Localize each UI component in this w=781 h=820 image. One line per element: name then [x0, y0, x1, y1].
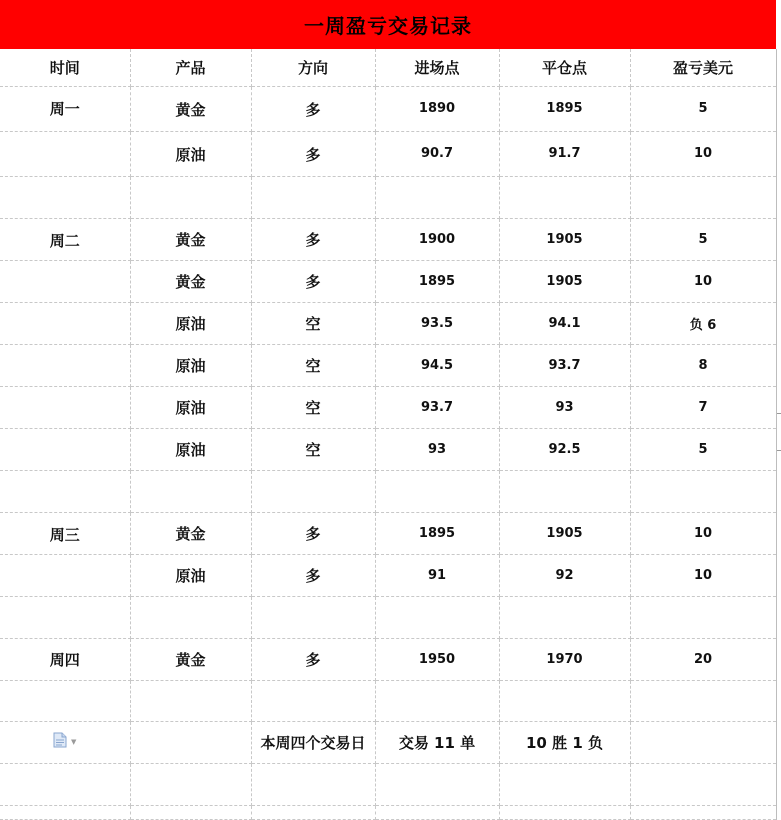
exit-cell[interactable]: 1895: [499, 86, 630, 131]
entry-cell[interactable]: 1890: [375, 86, 499, 131]
empty-cell[interactable]: [499, 763, 630, 805]
direction-cell[interactable]: 多: [251, 512, 375, 554]
table-row: [0, 763, 776, 805]
exit-cell[interactable]: 91.7: [499, 131, 630, 176]
table-row: [0, 428, 776, 470]
direction-cell[interactable]: 空: [251, 386, 375, 428]
pnl-cell[interactable]: [630, 596, 776, 638]
pnl-cell[interactable]: 10: [630, 131, 776, 176]
direction-cell[interactable]: [251, 596, 375, 638]
summary-win-loss[interactable]: 10 胜 1 负: [499, 721, 630, 763]
table-row: [0, 176, 776, 218]
direction-cell[interactable]: [251, 176, 375, 218]
product-cell[interactable]: 黄金: [130, 638, 251, 680]
empty-cell[interactable]: [130, 763, 251, 805]
pnl-cell[interactable]: 5: [630, 86, 776, 131]
table-row: [0, 260, 776, 302]
table-row: [0, 512, 776, 554]
summary-pnl-cell[interactable]: [630, 721, 776, 763]
edge-tick: [777, 450, 781, 451]
product-cell[interactable]: 原油: [130, 344, 251, 386]
entry-cell[interactable]: 94.5: [375, 344, 499, 386]
exit-cell[interactable]: [499, 596, 630, 638]
day-cell[interactable]: [0, 131, 130, 176]
header-time: 时间: [0, 49, 130, 86]
empty-cell[interactable]: [630, 763, 776, 805]
day-cell[interactable]: [0, 260, 130, 302]
day-cell[interactable]: [0, 470, 130, 512]
day-cell[interactable]: [0, 428, 130, 470]
table-row: [0, 554, 776, 596]
paste-options-cell[interactable]: [0, 721, 130, 763]
product-cell[interactable]: 黄金: [130, 260, 251, 302]
table-row: [0, 386, 776, 428]
pnl-cell[interactable]: [630, 680, 776, 721]
day-cell[interactable]: 周四: [0, 638, 130, 680]
edge-tick: [777, 413, 781, 414]
product-cell[interactable]: 原油: [130, 428, 251, 470]
table-row: [0, 302, 776, 344]
entry-cell[interactable]: [375, 596, 499, 638]
day-cell[interactable]: [0, 680, 130, 721]
direction-cell[interactable]: [251, 680, 375, 721]
exit-cell[interactable]: 93: [499, 386, 630, 428]
table-row: [0, 86, 776, 131]
header-direction: 方向: [251, 49, 375, 86]
table-row: [0, 680, 776, 721]
summary-trade-count[interactable]: 交易 11 单: [375, 721, 499, 763]
direction-cell[interactable]: [251, 470, 375, 512]
product-cell[interactable]: 原油: [130, 386, 251, 428]
exit-cell[interactable]: 1905: [499, 512, 630, 554]
empty-cell[interactable]: [375, 805, 499, 819]
exit-cell[interactable]: 1905: [499, 218, 630, 260]
direction-cell[interactable]: 多: [251, 638, 375, 680]
exit-cell[interactable]: 93.7: [499, 344, 630, 386]
empty-cell[interactable]: [251, 763, 375, 805]
direction-cell[interactable]: 多: [251, 131, 375, 176]
entry-cell[interactable]: 1895: [375, 260, 499, 302]
empty-cell[interactable]: [251, 805, 375, 819]
trade-table: [0, 49, 777, 820]
product-cell[interactable]: 黄金: [130, 218, 251, 260]
day-cell[interactable]: 周一: [0, 86, 130, 131]
entry-cell[interactable]: 93.5: [375, 302, 499, 344]
table-row: [0, 344, 776, 386]
exit-cell[interactable]: [499, 470, 630, 512]
exit-cell[interactable]: 1970: [499, 638, 630, 680]
direction-cell[interactable]: 空: [251, 344, 375, 386]
summary-empty-cell[interactable]: [130, 721, 251, 763]
summary-trading-days[interactable]: 本周四个交易日: [251, 721, 375, 763]
entry-cell[interactable]: [375, 470, 499, 512]
table-row: [0, 470, 776, 512]
document-icon[interactable]: [53, 732, 67, 752]
header-exit: 平仓点: [499, 49, 630, 86]
exit-cell[interactable]: 94.1: [499, 302, 630, 344]
pnl-cell[interactable]: 8: [630, 344, 776, 386]
pnl-cell[interactable]: 20: [630, 638, 776, 680]
day-cell[interactable]: [0, 344, 130, 386]
product-cell[interactable]: [130, 470, 251, 512]
pnl-cell[interactable]: 10: [630, 260, 776, 302]
pnl-cell[interactable]: 5: [630, 428, 776, 470]
pnl-cell[interactable]: 负 6: [630, 302, 776, 344]
table-row: [0, 131, 776, 176]
summary-row: [0, 721, 776, 763]
entry-cell[interactable]: 1895: [375, 512, 499, 554]
day-cell[interactable]: 周三: [0, 512, 130, 554]
day-cell[interactable]: [0, 554, 130, 596]
entry-cell[interactable]: 1900: [375, 218, 499, 260]
direction-cell[interactable]: 空: [251, 428, 375, 470]
pnl-cell[interactable]: 7: [630, 386, 776, 428]
day-cell[interactable]: [0, 302, 130, 344]
header-entry: 进场点: [375, 49, 499, 86]
exit-cell[interactable]: [499, 680, 630, 721]
exit-cell[interactable]: 92: [499, 554, 630, 596]
pnl-cell[interactable]: 5: [630, 218, 776, 260]
exit-cell[interactable]: 1905: [499, 260, 630, 302]
sheet-title: 一周盈亏交易记录: [0, 0, 776, 49]
empty-cell[interactable]: [630, 805, 776, 819]
direction-cell[interactable]: 多: [251, 218, 375, 260]
pnl-cell[interactable]: [630, 176, 776, 218]
header-pnl: 盈亏美元: [630, 49, 776, 86]
product-cell[interactable]: [130, 176, 251, 218]
exit-cell[interactable]: 92.5: [499, 428, 630, 470]
table-row: [0, 218, 776, 260]
product-cell[interactable]: 原油: [130, 554, 251, 596]
pnl-cell[interactable]: 10: [630, 554, 776, 596]
direction-cell[interactable]: 多: [251, 260, 375, 302]
empty-cell[interactable]: [499, 805, 630, 819]
direction-cell[interactable]: 空: [251, 302, 375, 344]
empty-cell[interactable]: [0, 763, 130, 805]
empty-cell[interactable]: [375, 763, 499, 805]
entry-cell[interactable]: 93.7: [375, 386, 499, 428]
header-row: [0, 49, 776, 86]
entry-cell[interactable]: [375, 176, 499, 218]
day-cell[interactable]: [0, 386, 130, 428]
direction-cell[interactable]: 多: [251, 554, 375, 596]
product-cell[interactable]: [130, 680, 251, 721]
pnl-cell[interactable]: [630, 470, 776, 512]
entry-cell[interactable]: [375, 680, 499, 721]
product-cell[interactable]: 黄金: [130, 512, 251, 554]
product-cell[interactable]: 原油: [130, 131, 251, 176]
empty-cell[interactable]: [0, 805, 130, 819]
table-row: [0, 596, 776, 638]
product-cell[interactable]: [130, 596, 251, 638]
entry-cell[interactable]: 91: [375, 554, 499, 596]
header-product: 产品: [130, 49, 251, 86]
day-cell[interactable]: 周二: [0, 218, 130, 260]
product-cell[interactable]: 黄金: [130, 86, 251, 131]
day-cell[interactable]: [0, 596, 130, 638]
product-cell[interactable]: 原油: [130, 302, 251, 344]
caret-down-icon[interactable]: ▼: [71, 738, 77, 746]
pnl-cell[interactable]: 10: [630, 512, 776, 554]
exit-cell[interactable]: [499, 176, 630, 218]
day-cell[interactable]: [0, 176, 130, 218]
entry-cell[interactable]: 93: [375, 428, 499, 470]
entry-cell[interactable]: 1950: [375, 638, 499, 680]
empty-cell[interactable]: [130, 805, 251, 819]
table-row: [0, 638, 776, 680]
direction-cell[interactable]: 多: [251, 86, 375, 131]
table-row: [0, 805, 776, 819]
entry-cell[interactable]: 90.7: [375, 131, 499, 176]
